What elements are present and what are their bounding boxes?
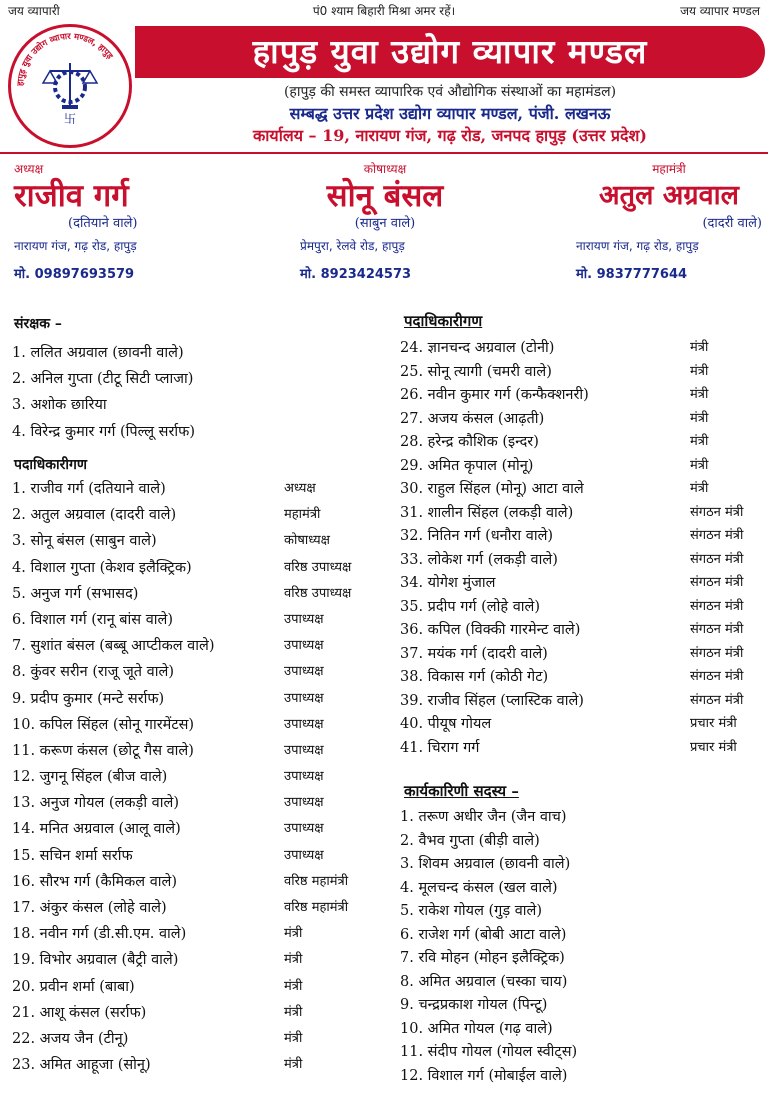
member-post: मंत्री	[690, 481, 709, 496]
member-post: मंत्री	[690, 457, 709, 473]
list-item: 7. रवि मोहन (मोहन इलैक्ट्रिक)	[400, 950, 565, 966]
logo-ring-text: हापुड़ युवा उद्योग व्यापार मण्डल, हापुड़	[15, 31, 115, 87]
list-item: 4. विरेन्द्र कुमार गर्ग (पिल्लू सर्राफ)	[12, 423, 195, 440]
officer-sub: (दतियाने वाले)	[68, 216, 138, 231]
list-item: 5. राकेश गोयल (गुड़ वाले)	[400, 903, 542, 919]
table-row	[12, 845, 392, 871]
patrons-heading: संरक्षक –	[14, 316, 62, 332]
member-post: संगठन मंत्री	[690, 551, 744, 567]
member-post: मंत्री	[690, 340, 709, 355]
member-name: 33. लोकेश गर्ग (लकड़ी वाले)	[400, 551, 558, 568]
member-name: 39. राजीव सिंहल (प्लास्टिक वाले)	[400, 692, 584, 709]
table-row	[400, 502, 768, 526]
member-post: संगठन मंत्री	[690, 598, 744, 614]
member-name: 34. योगेश मुंजाल	[400, 575, 496, 591]
member-name: 2. अतुल अग्रवाल (दादरी वाले)	[12, 507, 177, 524]
officer-role: अध्यक्ष	[14, 162, 44, 176]
office-bearers-list-right	[400, 337, 768, 760]
list-item: 11. संदीप गोयल (गोयल स्वीट्स)	[400, 1044, 578, 1060]
office-bearers-heading-left: पदाधिकारीगण	[14, 457, 87, 473]
member-name: 25. सोनू त्यागी (चमरी वाले)	[400, 363, 552, 380]
member-name: 41. चिराग गर्ग	[400, 739, 480, 756]
member-post: महामंत्री	[284, 507, 321, 523]
officer-mobile: मो. 8923424573	[300, 267, 412, 282]
table-row	[12, 557, 392, 583]
officer-role: महामंत्री	[652, 162, 686, 176]
officer-mobile: मो. 09897693579	[14, 267, 135, 282]
member-name: 22. अजय जैन (टीनू)	[12, 1030, 129, 1047]
member-post: उपाध्यक्ष	[284, 638, 324, 654]
org-office-address: कार्यालय – 19, नारायण गंज, गढ़ रोड, जनपद हापुड़ (उत्तर प्रदेश)	[253, 126, 647, 145]
member-post: संगठन मंत्री	[690, 504, 744, 520]
table-row	[400, 596, 768, 620]
member-name: 5. अनुज गर्ग (सभासद)	[12, 585, 139, 602]
member-name: 23. अमित आहूजा (सोनू)	[12, 1057, 151, 1074]
member-post: मंत्री	[690, 363, 709, 379]
member-post: प्रचार मंत्री	[690, 739, 737, 755]
officer-name: सोनू बंसल	[326, 178, 444, 214]
member-name: 9. प्रदीप कुमार (मन्टे सर्राफ)	[12, 690, 165, 707]
member-post: संगठन मंत्री	[690, 622, 744, 637]
top-center-tribute: पं0 श्याम बिहारी मिश्रा अमर रहें।	[312, 4, 456, 18]
executive-list	[400, 806, 760, 1088]
member-post: उपाध्यक्ष	[284, 664, 324, 680]
officer-name: अतुल अग्रवाल	[599, 180, 739, 211]
member-post: मंत्री	[284, 926, 303, 942]
member-post: उपाध्यक्ष	[284, 690, 324, 706]
member-post: उपाध्यक्ष	[284, 769, 324, 785]
table-row	[400, 666, 768, 690]
member-name: 29. अमित कृपाल (मोनू)	[400, 457, 534, 474]
list-item: 6. राजेश गर्ग (बोबी आटा वाले)	[400, 926, 567, 943]
table-row	[12, 740, 392, 766]
top-left-slogan: जय व्यापारी	[8, 4, 60, 18]
member-name: 28. हरेन्द्र कौशिक (इन्दर)	[400, 434, 539, 450]
member-name: 20. प्रवीन शर्मा (बाबा)	[12, 978, 135, 995]
member-post: उपाध्यक्ष	[284, 821, 324, 837]
top-strip	[0, 0, 768, 20]
table-row	[12, 766, 392, 792]
table-row	[12, 976, 392, 1002]
member-post: मंत्री	[284, 1057, 303, 1073]
scales-gear-icon	[43, 63, 97, 126]
table-row	[12, 609, 392, 635]
member-post: संगठन मंत्री	[690, 669, 744, 684]
table-row	[12, 923, 392, 949]
table-row	[400, 478, 768, 502]
member-post: मंत्री	[284, 952, 303, 968]
table-row	[400, 337, 768, 361]
member-name: 37. मयंक गर्ग (दादरी वाले)	[400, 645, 548, 662]
member-post: मंत्री	[284, 1030, 303, 1046]
table-row	[12, 504, 392, 530]
member-post: मंत्री	[690, 434, 709, 449]
member-post: मंत्री	[284, 1004, 303, 1020]
table-row	[12, 688, 392, 714]
member-post: वरिष्ठ उपाध्यक्ष	[284, 585, 352, 601]
member-name: 11. करूण कंसल (छोटू गैस वाले)	[12, 742, 194, 759]
table-row	[400, 361, 768, 385]
member-post: उपाध्यक्ष	[284, 742, 324, 758]
list-item: 3. अशोक छारिया	[12, 397, 107, 414]
officer-mobile: मो. 9837777644	[576, 267, 688, 282]
officer-address: प्रेमपुरा, रेलवे रोड, हापुड़	[300, 239, 405, 253]
table-row	[12, 661, 392, 687]
member-name: 8. कुंवर सरीन (राजू जूते वाले)	[12, 664, 174, 681]
member-name: 32. नितिन गर्ग (धनौरा वाले)	[400, 528, 554, 544]
member-name: 18. नवीन गर्ग (डी.सी.एम. वाले)	[12, 926, 187, 943]
member-post: उपाध्यक्ष	[284, 716, 324, 732]
org-subtitle: (हापुड़ की समस्त व्यापारिक एवं औद्योगिक संस्थाओं का महामंडल)	[283, 84, 617, 100]
member-name: 24. ज्ञानचन्द अग्रवाल (टोनी)	[400, 340, 555, 356]
officer-address: नारायण गंज, गढ़ रोड, हापुड़	[576, 239, 699, 253]
member-name: 3. सोनू बंसल (साबुन वाले)	[12, 533, 157, 550]
office-bearers-heading-right: पदाधिकारीगण	[404, 312, 483, 330]
member-post: संगठन मंत्री	[690, 528, 744, 543]
member-post: वरिष्ठ महामंत्री	[284, 900, 349, 915]
table-row	[12, 1002, 392, 1028]
member-post: मंत्री	[690, 387, 709, 402]
officer-general-secretary	[576, 160, 762, 282]
member-name: 6. विशाल गर्ग (रानू बांस वाले)	[12, 611, 174, 628]
member-name: 30. राहुल सिंहल (मोनू) आटा वाले	[400, 481, 584, 497]
list-item: 3. शिवम अग्रवाल (छावनी वाले)	[400, 856, 571, 872]
table-row	[400, 549, 768, 573]
svg-text:हापुड़ युवा उद्योग व्यापार मण्	[16, 32, 115, 87]
list-item: 4. मूलचन्द कंसल (खल वाले)	[400, 879, 558, 896]
member-post: संगठन मंत्री	[690, 645, 744, 661]
org-title-banner: हापुड़ युवा उद्योग व्यापार मण्डल	[135, 26, 765, 78]
list-item: 2. अनिल गुप्ता (टीटू सिटी प्लाजा)	[12, 371, 194, 388]
member-name: 4. विशाल गुप्ता (केशव इलैक्ट्रिक)	[12, 559, 192, 576]
table-row	[12, 478, 392, 504]
table-row	[400, 455, 768, 479]
member-post: संगठन मंत्री	[690, 575, 744, 590]
table-row	[12, 792, 392, 818]
member-name: 10. कपिल सिंहल (सोनू गारमेंटस)	[12, 716, 195, 733]
officer-role: कोषाध्यक्ष	[363, 162, 407, 176]
member-name: 26. नवीन कुमार गर्ग (कन्फैक्शनरी)	[400, 387, 589, 403]
member-name: 1. राजीव गर्ग (दतियाने वाले)	[12, 481, 166, 497]
header-divider	[0, 152, 768, 154]
table-row	[12, 530, 392, 556]
table-row	[12, 635, 392, 661]
list-item: 1. ललित अग्रवाल (छावनी वाले)	[12, 345, 184, 361]
officer-address: नारायण गंज, गढ़ रोड, हापुड़	[14, 239, 137, 253]
member-post: कोषाध्यक्ष	[284, 533, 330, 549]
org-affiliation: सम्बद्ध उत्तर प्रदेश उद्योग व्यापार मण्डल, पंजी. लखनऊ	[289, 104, 611, 123]
member-post: वरिष्ठ उपाध्यक्ष	[284, 559, 352, 575]
member-name: 19. विभोर अग्रवाल (बैट्री वाले)	[12, 952, 179, 969]
member-post: उपाध्यक्ष	[284, 795, 324, 811]
member-name: 15. सचिन शर्मा सर्राफ	[12, 847, 133, 864]
table-row	[12, 583, 392, 609]
member-post: वरिष्ठ महामंत्री	[284, 873, 349, 889]
patrons-list	[12, 342, 195, 447]
table-row	[400, 384, 768, 408]
top-right-slogan: जय व्यापार मण्डल	[680, 4, 760, 18]
member-name: 38. विकास गर्ग (कोठी गेट)	[400, 669, 549, 685]
list-item: 1. तरूण अधीर जैन (जैन वाच)	[400, 809, 567, 825]
org-logo	[8, 24, 132, 148]
member-name: 27. अजय कंसल (आढ़ती)	[400, 410, 545, 427]
table-row	[12, 871, 392, 897]
table-row	[400, 431, 768, 455]
logo-ring	[11, 27, 129, 145]
table-row	[12, 1028, 392, 1054]
list-item: 12. विशाल गर्ग (मोबाईल वाले)	[400, 1067, 568, 1084]
member-name: 40. पीयूष गोयल	[400, 716, 492, 732]
table-row	[400, 525, 768, 549]
member-name: 13. अनुज गोयल (लकड़ी वाले)	[12, 795, 179, 812]
member-name: 12. जुगनू सिंहल (बीज वाले)	[12, 769, 168, 786]
officer-sub: (दादरी वाले)	[702, 216, 762, 231]
member-name: 21. आशू कंसल (सर्राफ)	[12, 1004, 147, 1021]
list-item: 10. अमित गोयल (गढ़ वाले)	[400, 1020, 553, 1037]
table-row	[400, 643, 768, 667]
table-row	[400, 713, 768, 737]
table-row	[400, 408, 768, 432]
member-post: अध्यक्ष	[284, 481, 316, 496]
list-item: 2. वैभव गुप्ता (बीड़ी वाले)	[400, 832, 540, 849]
table-row	[12, 1054, 392, 1080]
table-row	[12, 714, 392, 740]
member-name: 36. कपिल (विक्की गारमेन्ट वाले)	[400, 622, 581, 638]
table-row	[400, 572, 768, 596]
officer-president	[14, 160, 264, 282]
office-bearers-list-left	[12, 478, 392, 1080]
officer-name: राजीव गर्ग	[14, 178, 129, 214]
svg-text:卐: 卐	[63, 112, 77, 126]
list-item: 8. अमित अग्रवाल (चस्का चाय)	[400, 973, 568, 990]
table-row	[400, 737, 768, 761]
member-post: मंत्री	[690, 410, 709, 426]
table-row	[400, 690, 768, 714]
table-row	[400, 619, 768, 643]
member-name: 7. सुशांत बंसल (बब्बू आप्टीकल वाले)	[12, 638, 215, 655]
officer-sub: (साबुन वाले)	[354, 216, 416, 231]
member-name: 35. प्रदीप गर्ग (लोहे वाले)	[400, 598, 541, 615]
member-name: 17. अंकुर कंसल (लोहे वाले)	[12, 900, 167, 916]
member-post: उपाध्यक्ष	[284, 611, 324, 627]
table-row	[12, 897, 392, 923]
member-name: 14. मनित अग्रवाल (आलू वाले)	[12, 821, 181, 838]
table-row	[12, 949, 392, 975]
member-post: संगठन मंत्री	[690, 692, 744, 708]
table-row	[12, 818, 392, 844]
executive-heading: कार्यकारिणी सदस्य –	[404, 782, 519, 800]
list-item: 9. चन्द्रप्रकाश गोयल (पिन्टू)	[400, 997, 548, 1013]
member-name: 31. शालीन सिंहल (लकड़ी वाले)	[400, 504, 574, 521]
member-post: प्रचार मंत्री	[690, 716, 737, 731]
member-name: 16. सौरभ गर्ग (कैमिकल वाले)	[12, 873, 177, 890]
officer-treasurer	[300, 160, 470, 282]
member-post: मंत्री	[284, 978, 303, 994]
member-post: उपाध्यक्ष	[284, 847, 324, 863]
